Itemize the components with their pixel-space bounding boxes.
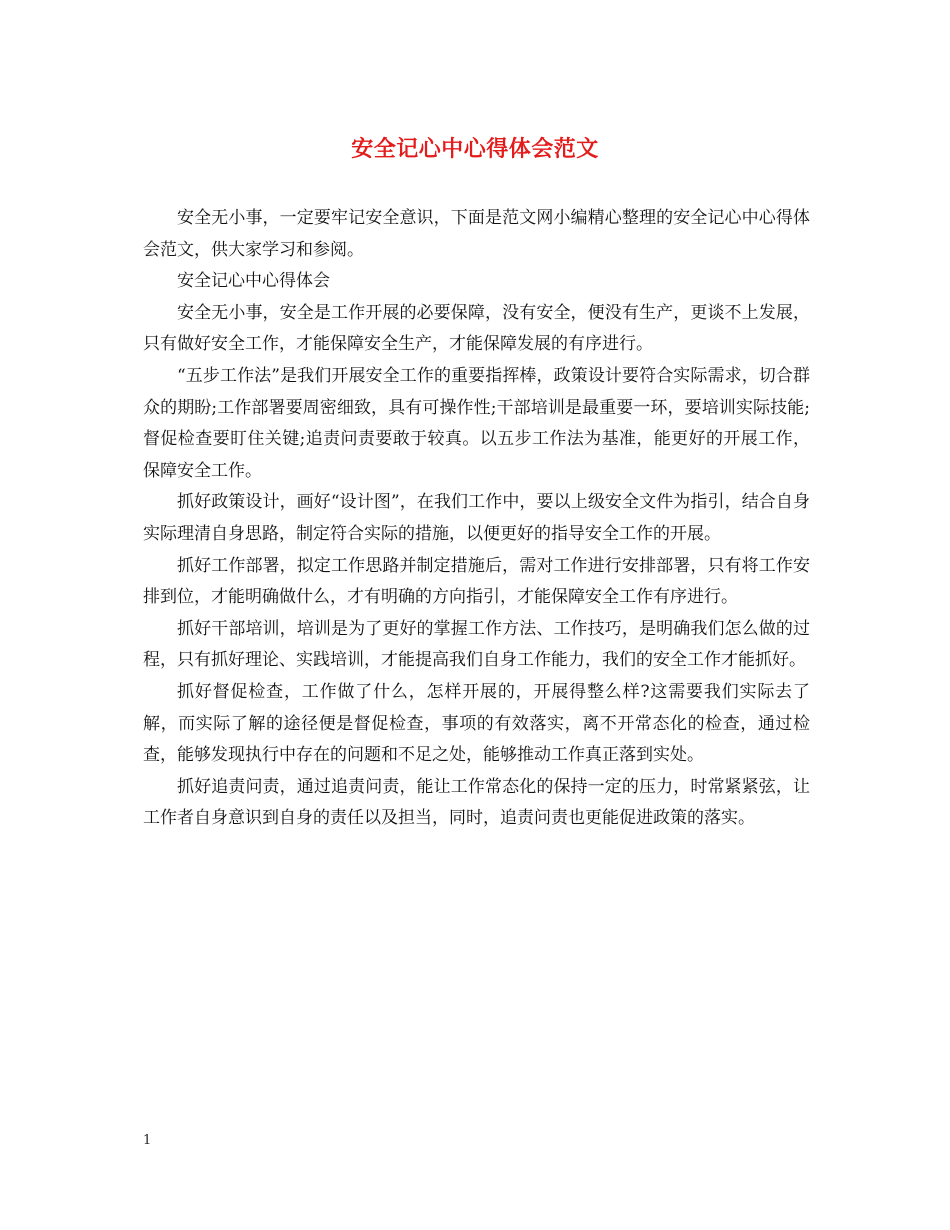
body-paragraph: 抓好督促检查，工作做了什么，怎样开展的，开展得整么样?这需要我们实际去了解，而实际了解的途径便是督促检查，事项的有效落实，离不开常态化的检查，通过检查，能够发现执行中存在的问题和不足之处，能够推动工作真正落到实处。 [143,681,810,766]
document-title: 安全记心中心得体会范文 [351,136,599,162]
page-number: 1 [143,1133,152,1148]
section-heading: 安全记心中心得体会 [177,271,330,292]
body-paragraph: 抓好追责问责，通过追责问责，能让工作常态化的保持一定的压力，时常紧紧弦，让工作者自身意识到自身的责任以及担当，同时，追责问责也更能促进政策的落实。 [143,776,810,829]
document-body [143,203,810,835]
body-paragraph: 抓好工作部署，拟定工作思路并制定措施后，需对工作进行安排部署，只有将工作安排到位，才能明确做什么，才有明确的方向指引，才能保障安全工作有序进行。 [143,555,810,608]
body-paragraph: 抓好干部培训，培训是为了更好的掌握工作方法、工作技巧，是明确我们怎么做的过程，只有抓好理论、实践培训，才能提高我们自身工作能力，我们的安全工作才能抓好。 [143,618,810,671]
body-paragraph: 抓好政策设计，画好“设计图”，在我们工作中，要以上级安全文件为指引，结合自身实际理清自身思路，制定符合实际的措施，以便更好的指导安全工作的开展。 [143,492,810,544]
body-paragraph: 安全无小事，安全是工作开展的必要保障，没有安全，便没有生产，更谈不上发展，只有做好安全工作，才能保障安全生产，才能保障发展的有序进行。 [143,302,810,355]
body-paragraph: “五步工作法”是我们开展安全工作的重要指挥棒，政策设计要符合实际需求，切合群众的期盼;工作部署要周密细致，具有可操作性;干部培训是最重要一环，要培训实际技能;督促检查要盯住关键;追责问责要敢于较真。以五步工作法为基准，能更好的开展工作，保障安全工作。 [143,365,810,481]
intro-paragraph: 安全无小事，一定要牢记安全意识，下面是范文网小编精心整理的安全记心中心得体会范文，供大家学习和参阅。 [143,208,810,260]
